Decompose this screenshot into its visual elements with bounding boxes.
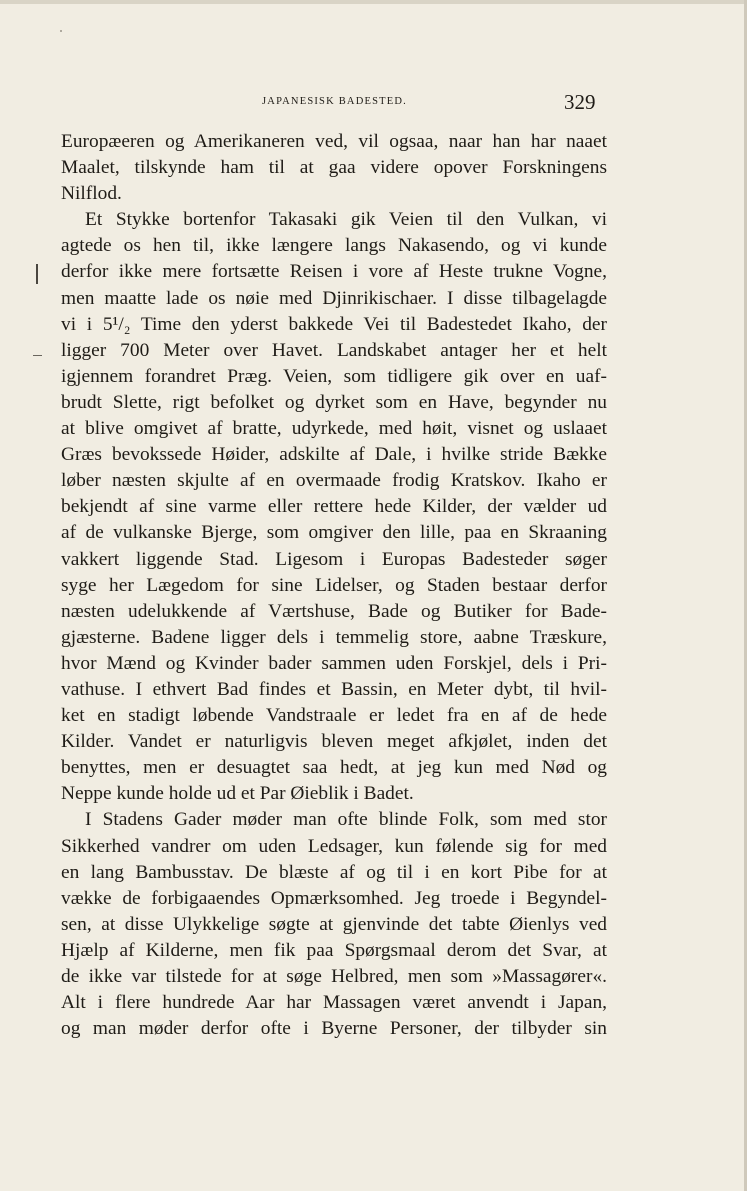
text-line: ket en stadigt løbende Vandstraale er ledet fra en af de hede <box>61 705 607 727</box>
text-line: de ikke var tilstede for at søge Helbred, men som »Massagører«. <box>61 966 607 987</box>
page-number: 329 <box>564 90 596 114</box>
text-line: vathuse. I ethvert Bad findes et Bassin, en Meter dybt, til hvil- <box>61 678 607 700</box>
text-line: løber næsten skjulte af en overmaade frodig Kratskov. Ikaho er <box>61 470 607 492</box>
text-line: men maatte lade os nøie med Djinrikischaer. I disse tilbagelagde <box>61 287 607 309</box>
text-line: Maalet, tilskynde ham til at gaa videre opover Forskningens <box>61 157 607 179</box>
text-line: Alt i flere hundrede Aar har Massagen været anvendt i Japan, <box>61 992 607 1014</box>
paper-speck <box>60 30 62 32</box>
text-line: derfor ikke mere fortsætte Reisen i vore af Heste trukne Vogne, <box>61 261 607 283</box>
text-line: Græs bevokssede Høider, adskilte af Dale, i hvilke stride Bække <box>61 444 607 466</box>
text-line: vakkert liggende Stad. Ligesom i Europas Badesteder søger <box>61 548 607 570</box>
margin-mark-bar <box>36 264 38 284</box>
text-line: agtede os hen til, ikke længere langs Nakasendo, og vi kunde <box>61 235 607 257</box>
text-line: Hjælp af Kilderne, men fik paa Spørgsmaal derom det Svar, at <box>61 939 607 961</box>
text-line: benyttes, men er desuagtet saa hedt, at jeg kun med Nød og <box>61 757 607 779</box>
text-line: sen, at disse Ulykkelige søgte at gjenvinde det tabte Øienlys ved <box>61 913 607 935</box>
text-line: vække de forbigaaendes Opmærksomhed. Jeg troede i Begyndel- <box>61 887 607 909</box>
text-line: af de vulkanske Bjerge, som omgiver den lille, paa en Skraaning <box>61 522 607 544</box>
text-line: gjæsterne. Badene ligger dels i temmelig store, aabne Træskure, <box>61 626 607 648</box>
text-line: bekjendt af sine varme eller rettere hede Kilder, der vælder ud <box>61 496 607 518</box>
text-line: igjennem forandret Præg. Veien, som tidligere gik over en uaf- <box>61 365 607 387</box>
text-line: hvor Mænd og Kvinder bader sammen uden Forskjel, dels i Pri- <box>61 652 607 674</box>
text-line: Sikkerhed vandrer om uden Ledsager, kun følende sig for med <box>61 835 607 857</box>
paragraph-start-line: I Stadens Gader møder man ofte blinde Folk, som med stor <box>85 809 607 831</box>
text-line: syge her Lægedom for sine Lidelser, og Staden bestaar derfor <box>61 574 607 596</box>
margin-mark-dash <box>33 355 42 356</box>
running-title: JAPANESISK BADESTED. <box>262 96 407 107</box>
text-line: ligger 700 Meter over Havet. Landskabet antager her et helt <box>61 339 607 361</box>
page-edge-top <box>0 0 747 4</box>
text-line: at blive omgivet af bratte, udyrkede, med høit, visnet og uslaaet <box>61 418 607 440</box>
paragraph-start-line: Et Stykke bortenfor Takasaki gik Veien til den Vulkan, vi <box>85 209 607 231</box>
text-line: næsten udelukkende af Værtshuse, Bade og Butiker for Bade- <box>61 600 607 622</box>
paragraph-end-line: Nilflod. <box>61 183 122 205</box>
text-line: Europæeren og Amerikaneren ved, vil ogsaa, naar han har naaet <box>61 131 607 152</box>
text-line: Kilder. Vandet er naturligvis bleven meget afkjølet, inden det <box>61 731 607 753</box>
text-line: en lang Bambusstav. De blæste af og til i en kort Pibe for at <box>61 861 607 883</box>
text-line: og man møder derfor ofte i Byerne Personer, der tilbyder sin <box>61 1018 607 1040</box>
text-line: brudt Slette, rigt befolket og dyrket som en Have, begynder nu <box>61 391 607 413</box>
body-text <box>61 129 607 1042</box>
paragraph-end-line: Neppe kunde holde ud et Par Øieblik i Badet. <box>61 783 414 805</box>
text-line: vi i 5¹/₂ Time den yderst bakkede Vei til Badestedet Ikaho, der <box>61 313 607 335</box>
